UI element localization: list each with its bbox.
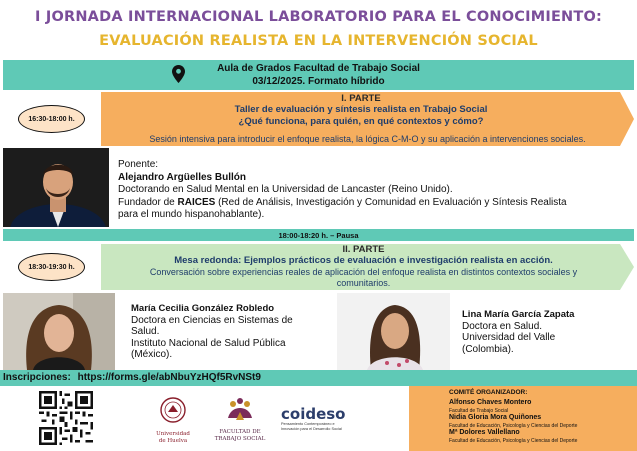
part1-description: Sesión intensiva para introducir el enfoque realista, la lógica C-M-O y su aplicación a intervenciones sociales. — [149, 134, 586, 144]
panelist1-name: María Cecilia González Robledo — [131, 303, 275, 314]
panelist1-photo — [3, 293, 115, 370]
qr-code-icon[interactable] — [39, 391, 93, 445]
panelist2-line1: Doctora en Salud. — [462, 320, 543, 332]
panelist1-info — [131, 303, 331, 361]
panelist2-photo — [337, 293, 450, 370]
coideso-wordmark: coideso — [281, 405, 346, 423]
part2-description-line1: Conversación sobre experiencias reales de aplicación del enfoque realista en distintos contextos sociales y — [149, 267, 578, 277]
panelist2-info — [462, 309, 634, 355]
speaker-line3: para el mundo hispanohablante). — [118, 209, 265, 220]
part1-title-line1: Taller de evaluación y síntesis realista en Trabajo Social — [234, 104, 488, 115]
pause-text: 18:00-18:20 h. – Pausa — [278, 230, 359, 240]
registration-text — [3, 372, 261, 383]
committee-member-3: Mª Dolores Vallellano Facultad de Educación, Psicología y Ciencias del Deporte — [449, 429, 578, 444]
speaker-line2: Fundador de RAICES (Red de Análisis, Investigación y Comunidad en Evaluación y Síntesis Realista — [118, 196, 567, 208]
part2-title: Mesa redonda: Ejemplos prácticos de evaluación e investigación realista en acción. — [174, 255, 553, 266]
registration-link[interactable]: https://forms.gle/abNbuYzHQf5RvNSt9 — [77, 372, 261, 383]
panelist1-line3: Instituto Nacional de Salud Pública — [131, 337, 286, 349]
panelist2-name: Lina María García Zapata — [462, 309, 575, 320]
committee-title: COMITÉ ORGANIZADOR: — [449, 389, 528, 396]
committee-member-1: Alfonso Chaves Montero Facultad de Trabajo Social — [449, 399, 532, 414]
panelist1-line4: (México). — [131, 349, 173, 360]
part2-heading: II. PARTE — [342, 244, 385, 255]
panelist2-line2: Universidad del Valle — [462, 332, 556, 343]
part2-time-badge: 18:30-19:30 h. — [18, 253, 85, 281]
part1-content — [101, 93, 621, 128]
coideso-tagline: Pensamiento Contemporáneo e Innovación para el Desarrollo Social — [281, 422, 342, 431]
committee-content — [449, 389, 634, 444]
university-seal-icon — [152, 396, 194, 426]
venue-line1: Aula de Grados Facultad de Trabajo Social — [217, 63, 420, 74]
university-name: Universidad de Huelva — [156, 431, 190, 444]
speaker-role: Ponente: — [118, 159, 159, 170]
faculty-logo — [212, 396, 268, 444]
page-subtitle: EVALUACIÓN REALISTA EN LA INTERVENCIÓN SOCIAL — [99, 33, 538, 49]
speaker-name: Alejandro Argüelles Bullón — [118, 171, 246, 183]
committee-member-2: Nidia Gloria Mora Quiñones Facultad de Educación, Psicología y Ciencias del Deporte — [449, 414, 578, 429]
part1-heading: I. PARTE — [341, 93, 381, 104]
panelist1-line2: Salud. — [131, 326, 160, 337]
coideso-logo — [281, 406, 361, 440]
part2-description-line2: comunitarios. — [336, 278, 391, 288]
part2-content — [101, 244, 626, 289]
speaker-photo — [3, 148, 109, 227]
venue-line2: 03/12/2025. Formato híbrido — [252, 76, 385, 87]
panelist2-line3: (Colombia). — [462, 343, 514, 355]
registration-label: Inscripciones: — [3, 372, 71, 383]
part1-time-badge: 16:30-18:00 h. — [18, 105, 85, 133]
venue-info — [0, 62, 637, 88]
part1-title-line2: ¿Qué funciona, para quién, en qué contextos y cómo? — [238, 116, 484, 127]
panelist1-line1: Doctora en Ciencias en Sistemas de — [131, 314, 293, 326]
faculty-name: FACULTAD DE TRABAJO SOCIAL — [214, 429, 266, 442]
speaker-info — [118, 159, 634, 222]
speaker-line1: Doctorando en Salud Mental en la Universidad de Lancaster (Reino Unido). — [118, 184, 453, 195]
page-title: I JORNADA INTERNACIONAL LABORATORIO PARA EL CONOCIMIENTO: — [35, 9, 602, 25]
university-logo — [152, 396, 194, 444]
faculty-people-icon — [212, 396, 268, 424]
